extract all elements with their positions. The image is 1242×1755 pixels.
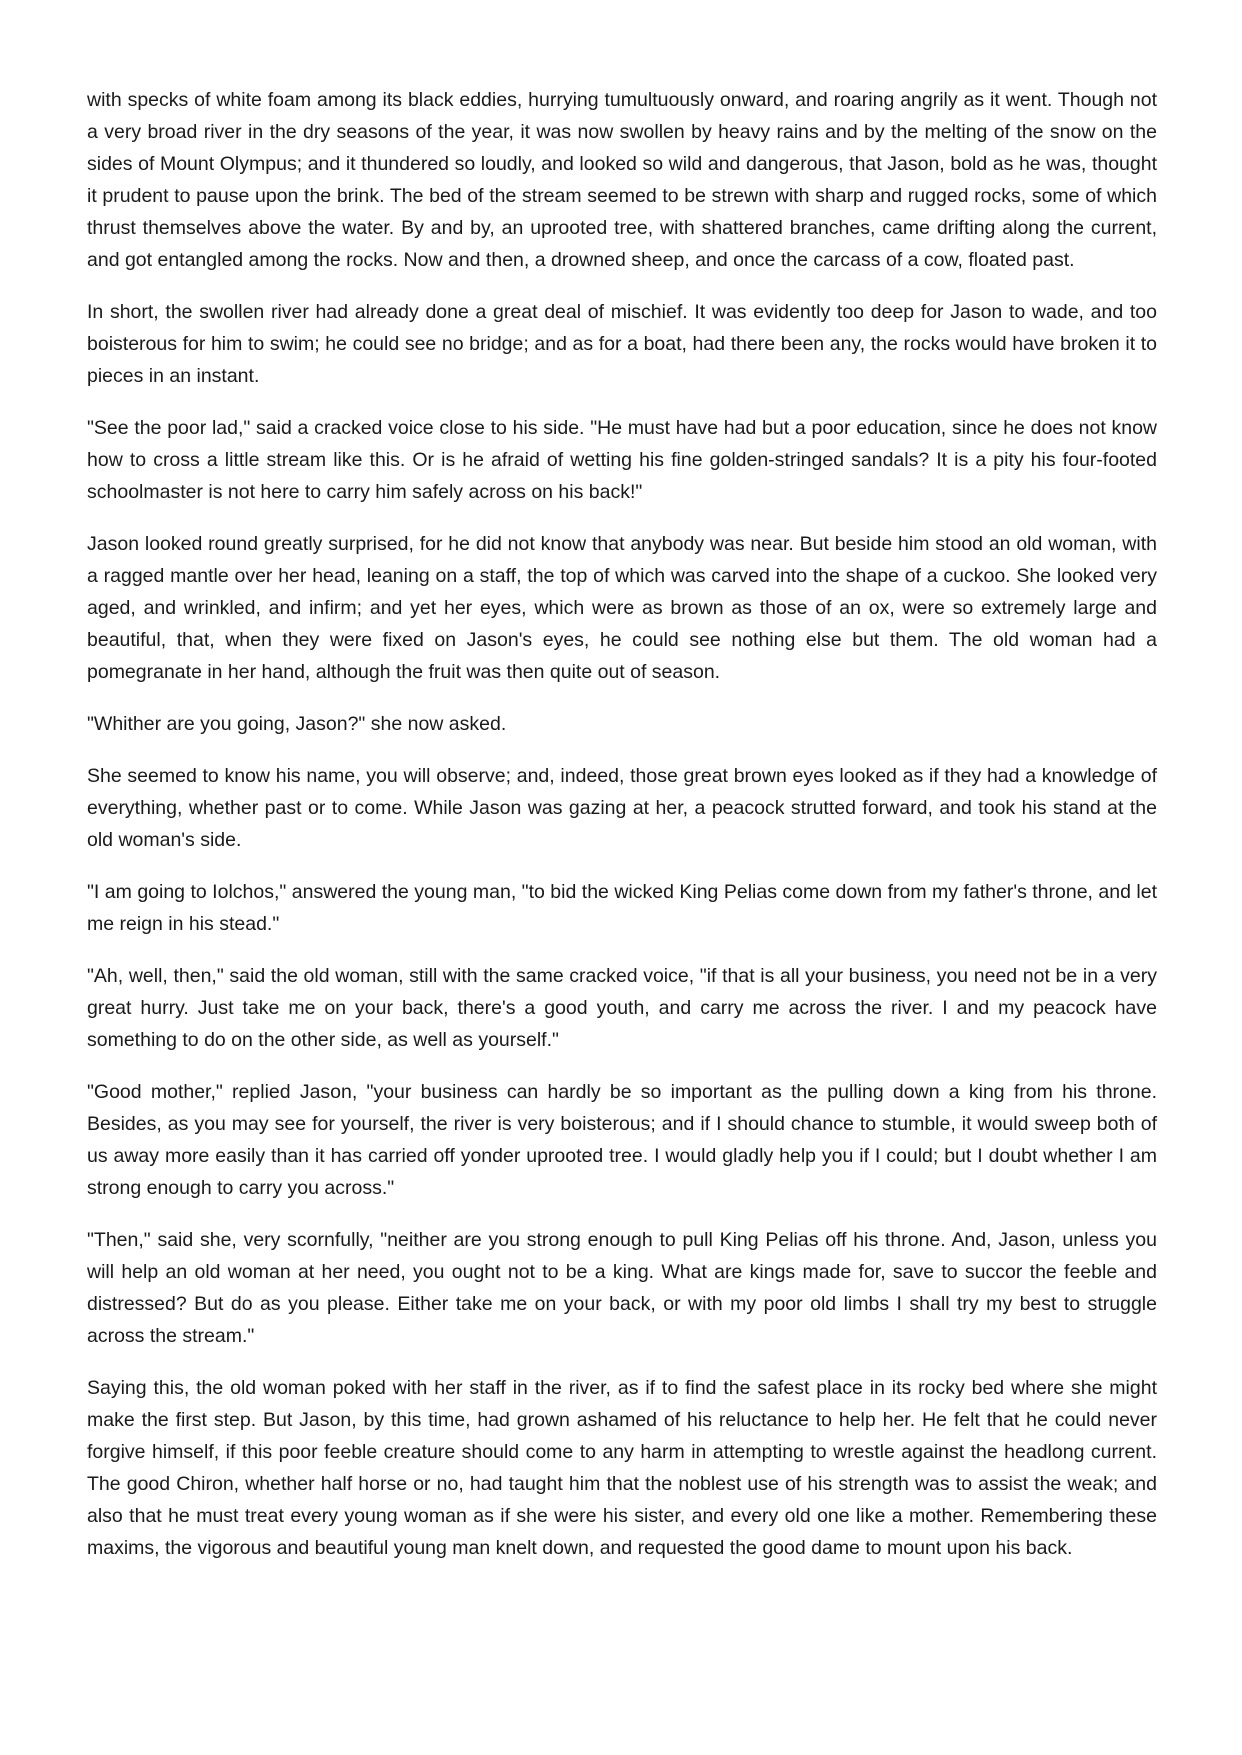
paragraph-1: with specks of white foam among its black eddies, hurrying tumultuously onward, and roaring angrily as it went. Though not a very broad river in the dry seasons of the year, it was now swollen by heavy rains and by the melting of the snow on the sides of Mount Olympus; and it thundered so loudly, and looked so wild and dangerous, that Jason, bold as he was, thought it prudent to pause upon the brink. The bed of the stream seemed to be strewn with sharp and rugged rocks, some of which thrust themselves above the water. By and by, an uprooted tree, with shattered branches, came drifting along the current, and got entangled among the rocks. Now and then, a drowned sheep, and once the carcass of a cow, floated past. (87, 89, 1157, 271)
paragraph-7: "I am going to Iolchos," answered the young man, "to bid the wicked King Pelias come down from my father's throne, and let me reign in his stead." (87, 881, 1157, 935)
paragraph-5: "Whither are you going, Jason?" she now asked. (87, 713, 507, 735)
paragraph-3: "See the poor lad," said a cracked voice close to his side. "He must have had but a poor education, since he does not know how to cross a little stream like this. Or is he afraid of wetting his fine golden-stringed sandals? It is a pity his four-footed schoolmaster is not here to carry him safely across on his back!" (87, 417, 1157, 503)
paragraph-9: "Good mother," replied Jason, "your business can hardly be so important as the pulling down a king from his throne. Besides, as you may see for yourself, the river is very boisterous; and if I should chance to stumble, it would sweep both of us away more easily than it has carried off yonder uprooted tree. I would gladly help you if I could; but I doubt whether I am strong enough to carry you across." (87, 1081, 1157, 1199)
paragraph-8: "Ah, well, then," said the old woman, still with the same cracked voice, "if that is all your business, you need not be in a very great hurry. Just take me on your back, there's a good youth, and carry me across the river. I and my peacock have something to do on the other side, as well as yourself." (87, 965, 1157, 1051)
document-page (87, 84, 1157, 1584)
paragraph-6: She seemed to know his name, you will observe; and, indeed, those great brown eyes looked as if they had a knowledge of everything, whether past or to come. While Jason was gazing at her, a peacock strutted forward, and took his stand at the old woman's side. (87, 765, 1157, 851)
paragraph-10: "Then," said she, very scornfully, "neither are you strong enough to pull King Pelias off his throne. And, Jason, unless you will help an old woman at her need, you ought not to be a king. What are kings made for, save to succor the feeble and distressed? But do as you please. Either take me on your back, or with my poor old limbs I shall try my best to struggle across the stream." (87, 1229, 1157, 1347)
paragraph-4: Jason looked round greatly surprised, for he did not know that anybody was near. But beside him stood an old woman, with a ragged mantle over her head, leaning on a staff, the top of which was carved into the shape of a cuckoo. She looked very aged, and wrinkled, and infirm; and yet her eyes, which were as brown as those of an ox, were so extremely large and beautiful, that, when they were fixed on Jason's eyes, he could see nothing else but them. The old woman had a pomegranate in her hand, although the fruit was then quite out of season. (87, 533, 1157, 683)
paragraph-11: Saying this, the old woman poked with her staff in the river, as if to find the safest place in its rocky bed where she might make the first step. But Jason, by this time, had grown ashamed of his reluctance to help her. He felt that he could never forgive himself, if this poor feeble creature should come to any harm in attempting to wrestle against the headlong current. The good Chiron, whether half horse or no, had taught him that the noblest use of his strength was to assist the weak; and also that he must treat every young woman as if she were his sister, and every old one like a mother. Remembering these maxims, the vigorous and beautiful young man knelt down, and requested the good dame to mount upon his back. (87, 1377, 1157, 1559)
paragraph-2: In short, the swollen river had already done a great deal of mischief. It was evidently too deep for Jason to wade, and too boisterous for him to swim; he could see no bridge; and as for a boat, had there been any, the rocks would have broken it to pieces in an instant. (87, 301, 1157, 387)
